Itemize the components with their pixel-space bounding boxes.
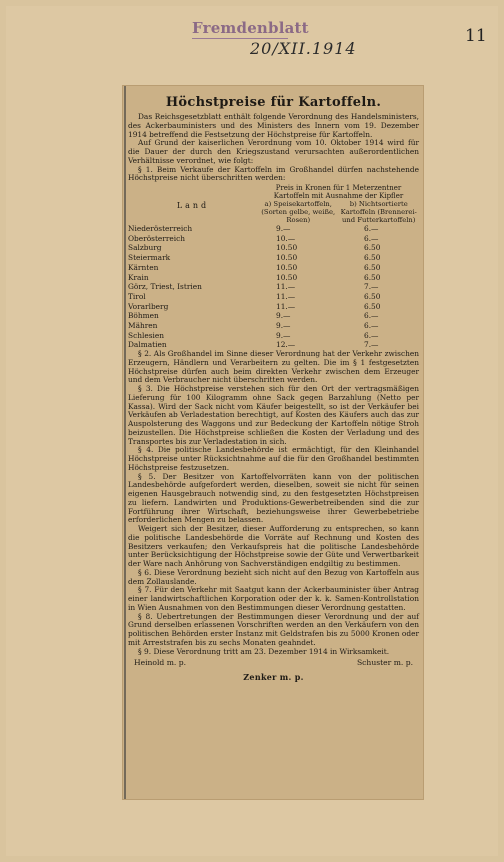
land-name: Kärnten (128, 262, 159, 272)
land-name: Schlesien (128, 330, 164, 340)
signature-line (128, 658, 419, 668)
price-a: 10.50 (276, 253, 298, 263)
newspaper-clipping (123, 86, 423, 799)
article-title: Höchstpreise für Kartoffeln. (165, 95, 382, 110)
price-b: 6.50 (364, 272, 381, 282)
paragraph-2: § 2. Als Großhandel im Sinne dieser Verordnung hat der Verkehr zwischen Erzeugern, Händlern und Verarbeitern zu gelten. Die im § 1 festgesetzten Höchstpreise dürfen auch beim direkten Verkehr zwischen dem Erzeuger und dem Verbraucher nicht überschritten werden. (128, 349, 419, 385)
price-b: 6.— (364, 233, 379, 243)
price-a: 9.— (276, 311, 291, 321)
table-row (128, 273, 419, 283)
land-name: Böhmen (128, 311, 159, 321)
signature-right: Schuster m. p. (356, 658, 413, 668)
land-name: Steiermark (128, 253, 171, 263)
price-table-body (128, 224, 419, 350)
price-b: 6.50 (364, 262, 381, 272)
price-a: 11.— (276, 301, 296, 311)
page-number: 11 (465, 26, 487, 46)
price-b: 6.— (364, 330, 379, 340)
price-b: 6.50 (364, 253, 381, 263)
handwritten-date: 20/XII.1914 (250, 39, 357, 58)
land-name: Niederösterreich (128, 224, 193, 233)
price-b: 6.— (364, 321, 379, 331)
price-a: 9.— (276, 330, 291, 340)
price-b: 6.50 (364, 243, 381, 253)
table-row (128, 234, 419, 244)
land-column-header (128, 184, 258, 224)
price-b: 7.— (364, 340, 379, 350)
land-name: Tirol (128, 291, 146, 301)
price-a: 11.— (276, 291, 296, 301)
land-name: Oberösterreich (128, 233, 185, 243)
price-header: Preis in Kronen für 1 Meterzentner Kartoffeln mit Ausnahme der Kipfler (273, 184, 404, 200)
price-b: 6.50 (364, 291, 381, 301)
table-row (128, 331, 419, 341)
table-row (128, 302, 419, 312)
paragraph-4: § 4. Die politische Landesbehörde ist ermächtigt, für den Kleinhandel Höchstpreise unter Rücksichtnahme auf die für den Großhandel bestimmten Höchstpreise festzusetzen. (128, 445, 419, 472)
price-b: 6.50 (364, 301, 381, 311)
col-b-header: b) Nichtsortierte Kartoffeln (Brennerei- und Futterkartoffeln) (340, 200, 417, 224)
newspaper-stamp: Fremdenblatt (192, 19, 309, 37)
signature-left: Heinold m. p. (134, 658, 187, 668)
intro-paragraph-3: § 1. Beim Verkaufe der Kartoffeln im Großhandel dürfen nachstehende Höchstpreise nicht überschritten werden: (128, 164, 419, 183)
col-a-header: a) Speisekartoffeln, (Sorten gelbe, weiße, Rosen) (261, 200, 336, 224)
price-a: 11.— (276, 282, 296, 292)
paragraph-6: § 6. Diese Verordnung bezieht sich nicht auf den Bezug von Kartoffeln aus dem Zollauslande. (128, 567, 419, 586)
clipping-edge (124, 86, 126, 799)
land-header: Land (176, 201, 210, 210)
price-a: 9.— (276, 321, 291, 331)
paragraph-7: § 7. Für den Verkehr mit Saatgut kann der Ackerbauminister über Antrag einer landwirtschaftlichen Korporation oder der k. k. Samen-Kontrollstation in Wien Ausnahmen von den Bestimmungen dieser Verordnung gestatten. (128, 585, 419, 612)
price-a: 10.50 (276, 272, 298, 282)
paragraph-5b: Weigert sich der Besitzer, dieser Aufforderung zu entsprechen, so kann die politische Landesbehörde die Vorräte auf Rechnung und Kosten des Besitzers verkaufen; den Verkaufspreis hat die politische Landesbehörde unter Berücksichtigung der Höchstpreise sowie der Güte und Verwertbarkeit der Ware nach Anhörung von Sachverständigen endgiltig zu bestimmen. (128, 524, 419, 569)
table-row (128, 311, 419, 321)
archive-sheet (6, 6, 498, 856)
table-row (128, 224, 419, 234)
table-row (128, 292, 419, 302)
price-a: 10.— (276, 233, 296, 243)
table-row (128, 282, 419, 292)
land-name: Görz, Triest, Istrien (128, 282, 202, 292)
paragraph-9: § 9. Diese Verordnung tritt am 23. Dezember 1914 in Wirksamkeit. (138, 646, 390, 656)
paragraph-8: § 8. Uebertretungen der Bestimmungen dieser Verordnung und der auf Grund derselben erlassenen Vorschriften werden an den Verkäufern von den politischen Behörden erster Instanz mit Geldstrafen bis zu 5000 Kronen oder mit Arreststrafen bis zu sechs Monaten geahndet. (128, 611, 419, 647)
land-name: Dalmatien (128, 340, 167, 350)
clipping-text (128, 91, 419, 795)
land-name: Salzburg (128, 243, 162, 253)
price-a: 10.50 (276, 243, 298, 253)
price-b: 7.— (364, 282, 379, 292)
paragraph-3: § 3. Die Höchstpreise verstehen sich für den Ort der vertragsmäßigen Lieferung für 100 Kilogramm ohne Sack gegen Barzahlung (Netto per Kassa). Wird der Sack nicht vom Käufer beigestellt, so ist der Verkäufer bei Verkäufen ab Verladestation berechtigt, auf Kosten des Käufers auch das zur Auspolsterung des Waggons und zur Bedeckung der Kartoffeln nötige Stroh beizustellen. Die Höchstpreise schließen die Kosten der Verladung und des Transportes bis zur Verladestation in sich. (128, 384, 419, 446)
land-name: Vorarlberg (128, 301, 169, 311)
land-name: Mähren (128, 321, 158, 331)
paragraph-5: § 5. Der Besitzer von Kartoffelvorräten kann von der politischen Landesbehörde aufgefordert werden, dieselben, soweit sie nicht für seinen eigenen Hausgebrauch notwendig sind, zu den festgesetzten Höchstpreisen zu liefern. Landwirten und Produktions-Gewerbetreibenden sind die zur Fortführung ihrer Wirtschaft, beziehungsweise ihrer Gewerbebetriebe erforderlichen Mengen zu belassen. (128, 471, 419, 525)
price-b: 6.— (364, 311, 379, 321)
table-row (128, 253, 419, 263)
table-row (128, 243, 419, 253)
table-row (128, 321, 419, 331)
price-b: 6.— (364, 224, 379, 233)
land-name: Krain (128, 272, 149, 282)
price-table-header (128, 184, 419, 224)
price-a: 10.50 (276, 262, 298, 272)
signature-center: Zenker m. p. (243, 672, 304, 683)
intro-paragraph-1: Das Reichsgesetzblatt enthält folgende Verordnung des Handelsministers, des Ackerbauministers und des Ministers des Innern vom 19. Dezember 1914 betreffend die Festsetzung der Höchstpreise für Kartoffeln. (128, 112, 419, 139)
intro-paragraph-2: Auf Grund der kaiserlichen Verordnung vom 10. Oktober 1914 wird für die Dauer der durch den Kriegszustand verursachten außerordentlichen Verhältnisse verordnet, wie folgt: (128, 138, 419, 165)
price-a: 9.— (276, 224, 291, 233)
price-a: 12.— (276, 340, 296, 350)
table-row (128, 263, 419, 273)
